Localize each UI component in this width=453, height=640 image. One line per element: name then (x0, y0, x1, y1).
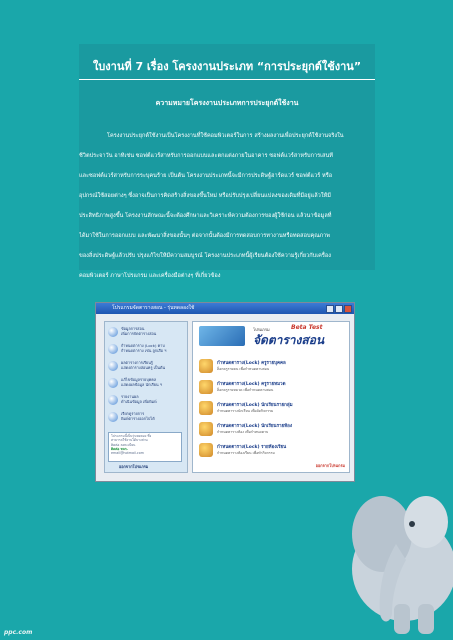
teacher-icon (199, 380, 213, 394)
note-line: ติดต่อ ลงทะเบียน (111, 442, 136, 447)
maximize-icon (335, 305, 343, 313)
section-subtitle: ความหมายโครงงานประเภทการประยุกต์ใช้งาน (155, 99, 299, 107)
menu-item-desc: ดำเนินข้อมูล เพื่อพิมพ์ (121, 399, 157, 404)
elephant-illustration (334, 464, 453, 640)
close-icon (344, 305, 352, 313)
paragraph-line: ชีวิตประจาวัน อาทิเช่น ซอฟต์แวร์สาหรับการออกแบบและตกแต่งภายในอาคาร ซอฟต์แวร์สาหรับการเสนที (79, 153, 333, 159)
menu-item-title: รายงานผล (121, 394, 139, 399)
note-contact: ติดต่อ หจก. (111, 446, 128, 451)
paragraph-line: ได้มาใช้ในการออกแบบ และพัฒนาสิ่งของนั้นๆ ต่อจากนั้นต้องมีการทดสอบการทางานหรือทดสอบคุณภาพ (79, 233, 330, 239)
lock-option-desc: ล็อกครูรายคน เพื่อกำหนดคาบสอน (217, 367, 270, 371)
calendar-logo-icon (199, 326, 245, 346)
menu-item (108, 411, 186, 425)
lock-option-title: กำหนดตาราง(Lock) นักเรียนรายกลุ่ม (217, 403, 293, 408)
lock-option (199, 442, 345, 460)
trial-note (108, 432, 182, 462)
lock-option-desc: ล็อกครูรายหมวด เพื่อกำหนดคาบสอน (217, 388, 274, 392)
brand-beta: Beta Test (291, 324, 323, 331)
note-line: สามารถใช้งานได้บางส่วน (111, 438, 148, 443)
paragraph-line: ของสิ่งประดิษฐ์แล้วปรับ ปรุงแก้ไขให้มีความสมบูรณ์ โครงงานประเภทนี้ผู้เรียนต้องใช้ความรู้เกี่ยวกับเครื่อง (79, 253, 331, 259)
student-icon (199, 422, 213, 436)
menu-icon (108, 412, 118, 422)
title-divider (79, 79, 375, 80)
paragraph-line: คอมพิวเตอร์ ภาษาโปรแกรม และเครื่องมือต่างๆ ที่เกี่ยวข้อง (79, 273, 221, 279)
menu-icon (108, 327, 118, 337)
brand-small: โปรแกรม (253, 327, 270, 332)
lock-option-title: กำหนดตาราง(Lock) ครูรายบุคคล (217, 361, 286, 366)
paragraph-line: โครงงานประยุกต์ใช้งานเป็นโครงงานที่ใช้คอมพิวเตอร์ในการ สร้างผลงานเพื่อประยุกต์ใช้งานจริงใน (107, 133, 344, 139)
right-panel (192, 321, 350, 473)
window-controls (325, 305, 352, 318)
paragraph-line: และซอฟต์แวร์สาหรับการระบุคนร้าย เป็นต้น โครงงานประเภทนี้จะมีการประดิษฐ์ฮาร์ดแวร์ ซอฟต์แวร์ หรือ (79, 173, 333, 179)
menu-icon (108, 361, 118, 371)
menu-item-desc: เพิ่มการจัดตารางสอน (121, 331, 157, 336)
window-title: โปรแกรมจัดตารางสอน - รุ่นทดลองใช้ (112, 305, 195, 311)
lock-option (199, 421, 345, 439)
lock-option-title: กำหนดตาราง(Lock) นักเรียนรายห้อง (217, 424, 293, 429)
menu-item-title: แก้ไขข้อมูลรายบุคคล (121, 377, 157, 382)
exit-right-link: ออกจากโปรแกรม (315, 463, 345, 468)
document-title: ใบงานที่ 7 เรื่อง โครงงานประเภท “การประยุกต์ใช้งาน” (92, 60, 362, 73)
window-titlebar (96, 303, 354, 314)
classroom-icon (199, 443, 213, 457)
teacher-icon (199, 359, 213, 373)
footer-logo: ppc.com (4, 629, 33, 636)
menu-item-desc: กำหนดตาราง เช่น ลูกเสือ ฯ (121, 348, 167, 353)
menu-item (108, 394, 186, 408)
menu-item-title: กำหนดตาราง (Lock) คาบ (121, 343, 165, 348)
exit-left-link: ออกจากโปรแกรม (119, 464, 149, 469)
paragraph-line: ประสิทธิภาพสูงขึ้น โครงงานลักษณะนี้จะต้องศึกษาและวิเคราะห์ความต้องการของผู้ใช้ก่อน แล้วนาข้อมูลที่ (79, 213, 332, 219)
menu-item-title: ข้อมูลการสอน (121, 326, 145, 331)
lock-option-desc: กำหนดตารางห้องเรียน เพื่อทำกิจกรรม (217, 451, 275, 455)
menu-icon (108, 395, 118, 405)
menu-item-title: เรียกดูรายการ (121, 411, 145, 416)
minimize-icon (326, 305, 334, 313)
menu-item (108, 343, 186, 357)
lock-option (199, 400, 345, 418)
student-icon (199, 401, 213, 415)
menu-icon (108, 344, 118, 354)
menu-item (108, 377, 186, 391)
menu-icon (108, 378, 118, 388)
lock-option-desc: กำหนดตารางห้อง เพื่อกำหนดคาบ (217, 430, 269, 434)
paragraph (79, 126, 375, 286)
menu-item-desc: แสดงผลข้อมูล นักเรียน ฯ (121, 382, 162, 387)
menu-item (108, 360, 186, 374)
menu-item-desc: พิมพ์ตารางออกไปได้ (121, 416, 155, 421)
left-menu-panel (104, 321, 188, 473)
brand-title: จัดตารางสอน (253, 333, 325, 347)
program-screenshot (95, 302, 355, 482)
document-card (79, 44, 375, 279)
note-line: โปรแกรมนี้เป็นรุ่นทดลอง ซึ่ง (111, 434, 152, 438)
note-email: email@hotmail.com (111, 451, 144, 456)
lock-option-desc: กำหนดตารางนักเรียน เพื่อจัดกิจกรรม (217, 409, 274, 413)
lock-option-title: กำหนดตาราง(Lock) ครูรายหมวด (217, 382, 286, 387)
menu-item-desc: แสดงตารางสอนครู เป็นต้น (121, 365, 166, 370)
lock-option (199, 379, 345, 397)
menu-item-title: ผลตารางการเรียนรู้ (121, 360, 153, 365)
lock-option-title: กำหนดตาราง(Lock) รายห้องเรียน (217, 445, 287, 450)
lock-option (199, 358, 345, 376)
paragraph-line: อุปกรณ์ใช้สอยต่างๆ ซึ่งอาจเป็นการคิดสร้างสิ่งของขึ้นใหม่ หรือปรับปรุงเปลี่ยนแปลงของเดิมที่มีอยู่แล้วให้มี (79, 193, 331, 199)
menu-item (108, 326, 186, 340)
